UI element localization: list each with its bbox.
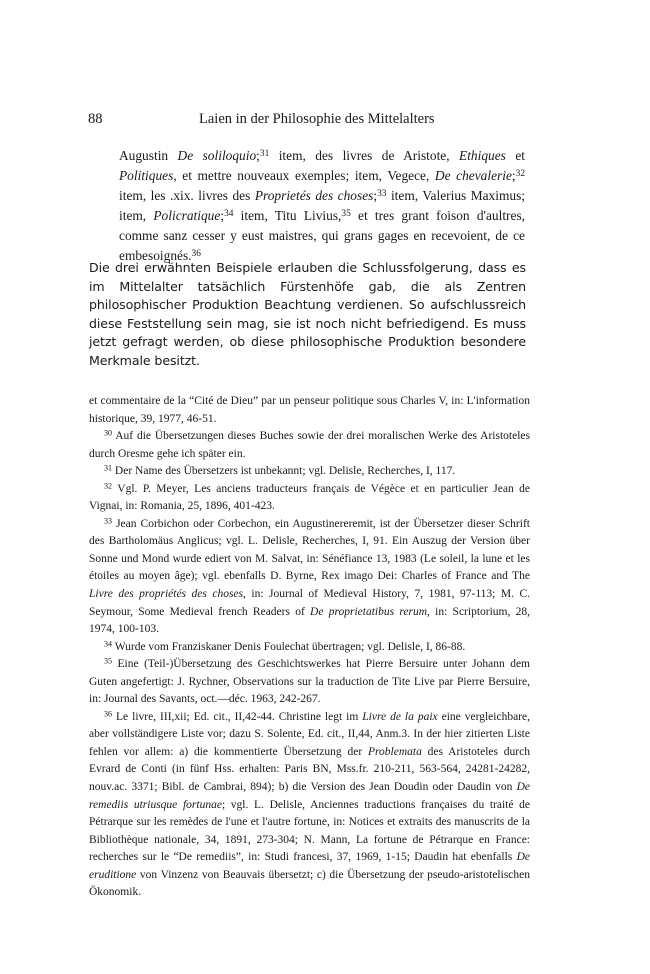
body-paragraph: Die drei erwähnten Beispiele erlauben die Schlussfolgerung, dass es im Mittelalter tatsächlich Fürstenhöfe gab, die als Zentren philosophischer Produktion Beachtung verdienen. So aufschlussreich diese Feststellung sein mag, sie ist noch nicht befriedigend. Es muss jetzt gefragt werden, ob diese philosophische Produktion besondere Merkmale besitzt. (89, 260, 526, 368)
footnote-ref-34[interactable]: 34 (224, 208, 234, 219)
footnote-ref-31[interactable]: 31 (259, 148, 270, 159)
footnote-33: $^{33}$ Jean Corbichon oder Corbechon, ein Augustinereremit, ist der Übersetzer dieser Schrift des Bartholomäus Anglicus; vgl. L. Delisle, Recherches, I, 91. Ein Auszug der Version über Sonne und Mond wurde ediert von M. Salvat, in: Sénéfiance 13, 1983 (Le soleil, la lune et les étoiles au moyen âge); vgl. ebenfalls D. Byrne, Rex imago Dei: Charles of France and The Livre des propriétés des choses, in: Journal of Medieval History, 7, 1981, 97-113; M. C. Seymour, Some Medieval french Readers of De proprietatibus rerum, in: Scriptorium, 28, 1974, 100-103. (89, 516, 531, 636)
page-number: 88 (88, 111, 103, 127)
footnote-ref-35[interactable]: 35 (341, 208, 351, 219)
running-title: Laien in der Philosophie des Mittelalters (199, 111, 435, 127)
footnotes (89, 393, 530, 902)
footnote-32: $^{32}$ Vgl. P. Meyer, Les anciens traducteurs français de Végèce et en particulier Jean de Vignai, in: Romania, 25, 1896, 401-423. (89, 481, 530, 513)
footnote-ref-33[interactable]: 33 (377, 188, 387, 199)
footnote-ref-32[interactable]: 32 (515, 168, 525, 179)
footnote-36: $^{36}$ Le livre, III,xii; Ed. cit., II,42-44. Christine legt im Livre de la paix eine vergleichbare, aber vollständigere Liste vor; dazu S. Solente, Ed. cit., II,44, Anm.3. In der hier zitierten Liste fehlen vor allem: a) die kommentierte Übersetzung der Problemata des Aristoteles durch Evrard de Conti (in fünf Hss. erhalten: Paris BN, Mss.fr. 210-211, 563-564, 24281-24282, nouv.ac. 3371; Bibl. de Cambrai, 894); b) die Version des Jean Doudin oder Daudin von De remediis utriusque fortunae; vgl. L. Delisle, Anciennes traductions françaises du traité de Pétrarque sur les remèdes de l'une et l'autre fortune, in: Notices et extraits des manuscrits de la Bibliothèque nationale, 34, 1891, 273-304; N. Mann, La fortune de Pétrarque en France: recherches sur le “De remediis”, in: Studi francesi, 37, 1969, 1-15; Daudin hat ebenfalls De eruditione von Vinzenz von Beauvais übersetzt; c) die Übersetzung der pseudo-aristotelischen Ökonomik. (89, 709, 530, 899)
block-quote: Augustin De soliloquio;$^{31}$ item, des livres de Aristote, Ethiques et Politiques, et mettre nouveaux exemples; item, Vegece, De chevalerie;$^{32}$ item, les .xix. livres des Proprietés des choses;$^{33}$ item, Valerius Maximus; item, Policratique;$^{34}$ item, Titu Livius,$^{35}$ et tres grant foison d'aultres, comme sanz cesser y eust maistres, qui grans gages en recevoient, de ce embesoignés.$^{36}$ (119, 148, 526, 263)
footnote-continuation: et commentaire de la “Cité de Dieu” par un penseur politique sous Charles V, in: L'information historique, 39, 1977, 46-51. (89, 395, 530, 425)
running-header (88, 111, 560, 131)
footnote-30: $^{30}$ Auf die Übersetzungen dieses Buches sowie der drei moralischen Werke des Aristoteles durch Oresme gehe ich später ein. (89, 428, 530, 460)
footnote-35: $^{35}$ Eine (Teil-)Übersetzung des Geschichtswerkes hat Pierre Bersuire unter Johann dem Guten angefertigt: J. Rychner, Observations sur la traduction de Tite Live par Pierre Bersuire, in: Journal des Savants, oct.—déc. 1963, 242-267. (89, 656, 530, 706)
footnote-31: $^{31}$ Der Name des Übersetzers ist unbekannt; vgl. Delisle, Recherches, I, 117. (104, 463, 456, 478)
footnote-ref-36[interactable]: 36 (191, 248, 201, 259)
footnote-34: $^{34}$ Wurde vom Franziskaner Denis Foulechat übertragen; vgl. Delisle, I, 86-88. (104, 639, 466, 653)
